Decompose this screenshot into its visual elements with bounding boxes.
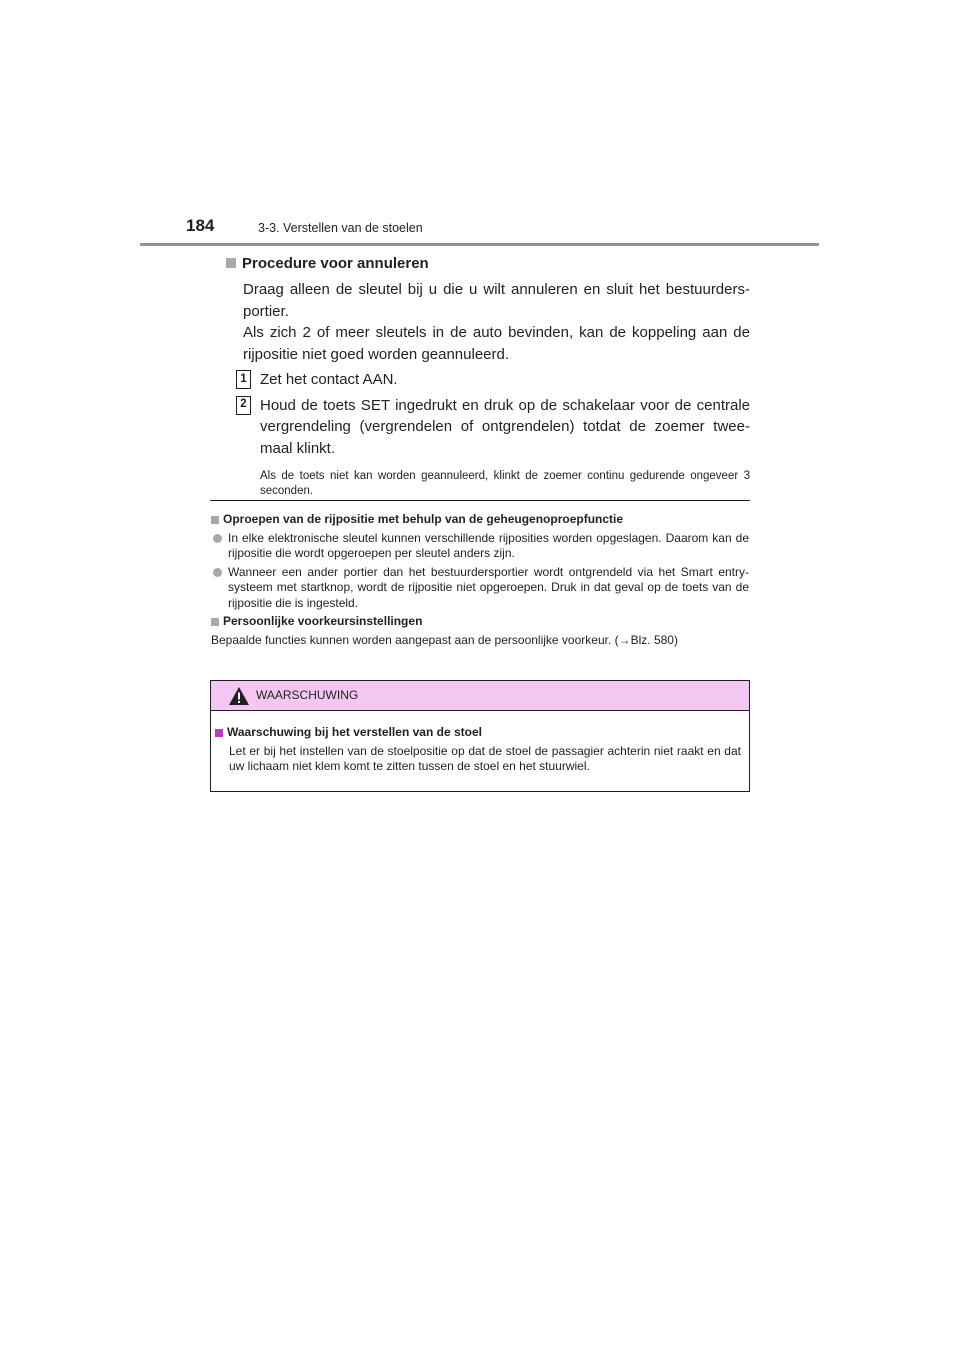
step-note: Als de toets niet kan worden geannuleerd, klinkt de zoemer continu gedurende ongeveer 3 seconden. <box>260 470 750 497</box>
procedure-paragraph-2: Als zich 2 of meer sleutels in de auto bevinden, kan de koppeling aan de rijpositie niet goed worden geannuleerd. <box>243 324 750 363</box>
warning-title: WAARSCHUWING <box>256 688 359 702</box>
procedure-heading-text: Procedure voor annuleren <box>242 254 429 272</box>
square-bullet-icon <box>211 618 219 626</box>
note-heading-1-text: Oproepen van de rijpositie met behulp van de geheugenoproepfunctie <box>223 512 624 526</box>
section-title: 3-3. Verstellen van de stoelen <box>258 221 423 235</box>
step-number-1: 1 <box>236 370 251 389</box>
note-bullet-1 <box>213 531 749 562</box>
warning-header <box>211 681 749 711</box>
step-number-2: 2 <box>236 396 251 415</box>
step-text-1: Zet het contact AAN. <box>260 371 398 388</box>
main-content <box>226 252 750 499</box>
procedure-paragraph-1: Draag alleen de sleutel bij u die u wilt annuleren en sluit het bestuurders-portier. <box>243 281 750 320</box>
note-bullet-2-text: Wanneer een ander portier dan het bestuurdersportier wordt ontgrendeld via het Smart entry-systeem met startknop, wordt de rijpositie niet opgeroepen. Druk in dat geval op de toets van de rijpositie die is ingesteld. <box>228 564 749 610</box>
warning-heading-text: Waarschuwing bij het verstellen van de stoel <box>227 725 482 739</box>
header-rule <box>140 243 819 246</box>
procedure-body <box>243 279 750 365</box>
step-1 <box>240 369 750 391</box>
section-divider <box>210 500 750 501</box>
warning-body: Let er bij het instellen van de stoelpositie op dat de stoel de passagier achterin niet raakt en dat uw lichaam niet klem komt te zitten tussen de stoel en het stuurwiel. <box>229 743 741 773</box>
note-bullet-2 <box>213 565 749 612</box>
square-bullet-icon <box>226 258 236 268</box>
step-text-2: Houd de toets SET ingedrukt en druk op de schakelaar voor de centrale vergrendeling (vergrendelen of ontgrendelen) totdat de zoemer twee-maal klinkt. <box>260 396 750 457</box>
warning-triangle-icon <box>228 686 250 706</box>
warning-heading <box>215 725 741 741</box>
note-body-2: Bepaalde functies kunnen worden aangepast aan de persoonlijke voorkeur. (→Blz. 580) <box>211 632 678 647</box>
note-heading-1 <box>211 512 749 528</box>
note-bullet-1-text: In elke elektronische sleutel kunnen verschillende rijposities worden opgeslagen. Daarom kan de rijpositie die wordt opgeroepen per sleutel anders zijn. <box>228 530 749 560</box>
warning-box <box>210 680 750 792</box>
round-bullet-icon <box>213 534 222 543</box>
note-heading-2 <box>211 614 749 630</box>
notes-section <box>211 509 749 648</box>
step-2 <box>240 395 750 460</box>
note-heading-2-text: Persoonlijke voorkeursinstellingen <box>223 614 423 628</box>
square-bullet-icon <box>211 516 219 524</box>
page-number: 184 <box>186 216 215 235</box>
warning-content <box>211 711 749 775</box>
round-bullet-icon <box>213 568 222 577</box>
square-bullet-icon <box>215 729 223 737</box>
procedure-heading <box>226 252 750 274</box>
